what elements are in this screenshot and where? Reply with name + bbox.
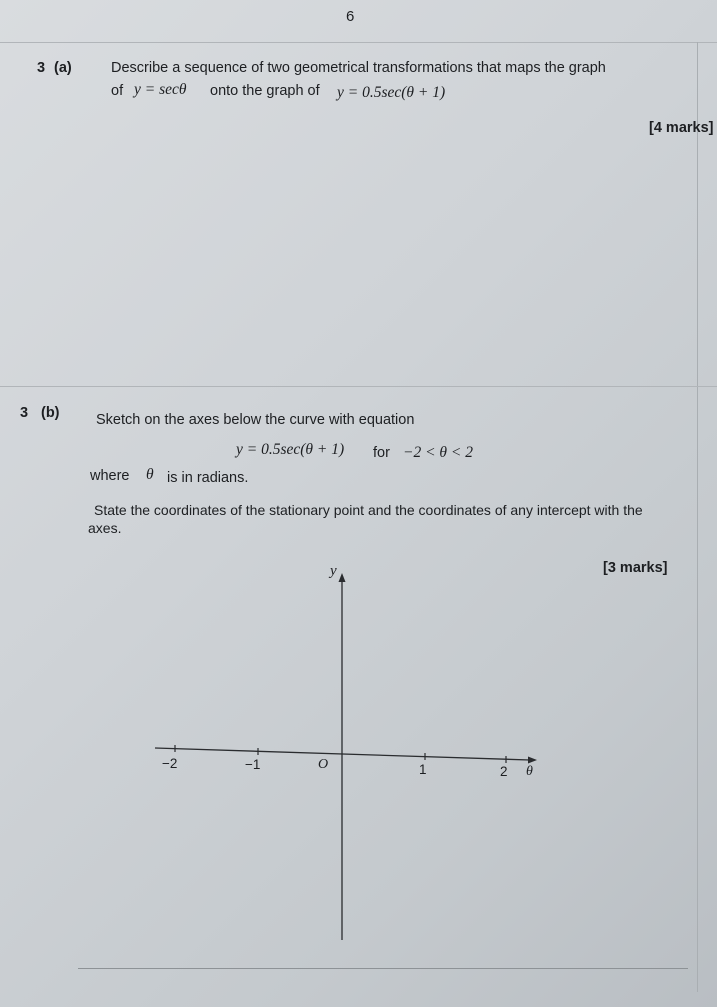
- y-axis-arrowhead: [339, 573, 346, 582]
- question-3a-equation-2: y = 0.5sec(θ + 1): [337, 84, 446, 101]
- bottom-answer-line: [78, 968, 688, 969]
- question-3a-onto-text: onto the graph of: [210, 83, 320, 99]
- question-3b-line1: Sketch on the axes below the curve with equation: [96, 412, 415, 428]
- question-3b-radians: is in radians.: [167, 470, 249, 486]
- x-axis-arrowhead: [528, 757, 537, 764]
- y-axis-label: y: [330, 563, 337, 579]
- origin-label: O: [318, 757, 329, 772]
- x-tick-label-minus-1: −1: [245, 757, 261, 772]
- question-3b-domain: −2 < θ < 2: [403, 444, 473, 461]
- x-tick-label-minus-2: −2: [162, 756, 178, 771]
- x-axis-label: θ: [526, 764, 533, 779]
- question-3b-for: for: [373, 445, 390, 461]
- question-3a-number: 3: [37, 60, 46, 76]
- question-3a-line1: Describe a sequence of two geometrical transformations that maps the graph: [111, 60, 606, 76]
- question-3b-where: where: [90, 468, 130, 484]
- question-3b-theta: θ: [146, 466, 154, 483]
- x-tick-label-1: 1: [419, 762, 427, 777]
- question-3b-number: 3: [20, 405, 29, 421]
- question-3b-part: (b): [41, 405, 60, 421]
- page-number: 6: [346, 8, 355, 25]
- question-3b-state-line1: State the coordinates of the stationary point and the coordinates of any intercept with the: [94, 502, 643, 518]
- question-3b-equation: y = 0.5sec(θ + 1): [236, 441, 345, 458]
- question-3b-state-line2: axes.: [88, 520, 122, 536]
- question-3a-of: of: [111, 83, 124, 99]
- x-tick-label-2: 2: [500, 764, 508, 779]
- question-3a-equation-1: y = secθ: [134, 81, 187, 98]
- question-3b-marks: [3 marks]: [603, 560, 668, 576]
- question-3a-marks: [4 marks]: [649, 120, 714, 136]
- question-3a-part: (a): [54, 60, 72, 76]
